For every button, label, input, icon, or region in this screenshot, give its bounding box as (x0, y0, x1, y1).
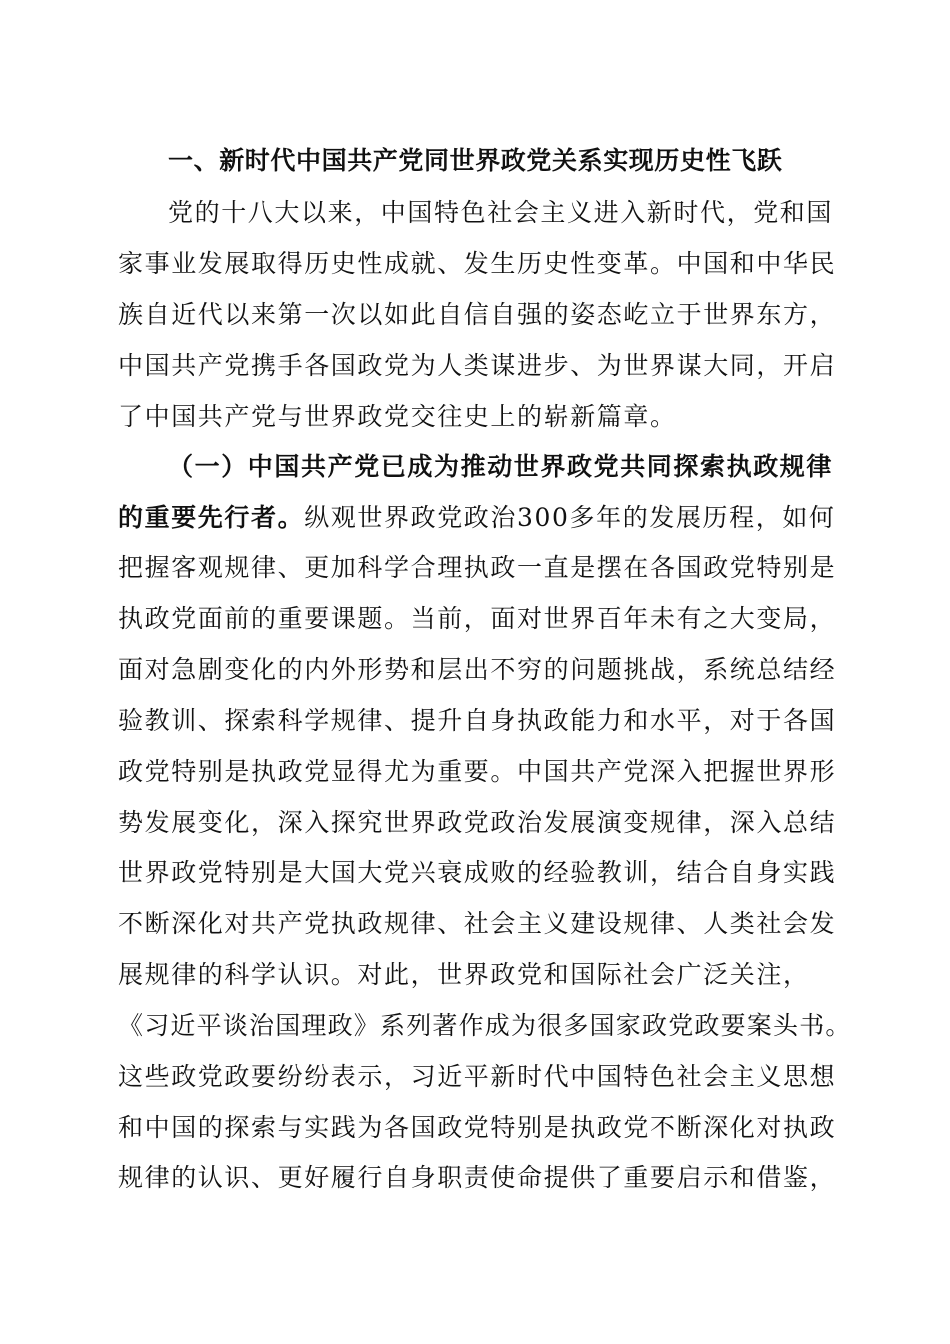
paragraph-line: 展规律的科学认识。对此，世界政党和国际社会广泛关注， (118, 960, 810, 989)
paragraph-line (118, 496, 836, 540)
subheading-tail: 的重要先行者。 (118, 503, 305, 532)
paragraph-line: 家事业发展取得历史性成就、发生历史性变革。中国和中华民 (118, 249, 837, 278)
paragraph-line: 和中国的探索与实践为各国政党特别是执政党不断深化对执政 (118, 1113, 837, 1142)
paragraph-line: 把握客观规律、更加科学合理执政一直是摆在各国政党特别是 (118, 553, 837, 582)
paragraph-line: 规律的认识、更好履行自身职责使命提供了重要启示和借鉴， (118, 1163, 837, 1192)
section-heading: 一、新时代中国共产党同世界政党关系实现历史性飞跃 (168, 146, 783, 175)
subheading-line: （一）中国共产党已成为推动世界政党共同探索执政规律 (168, 452, 834, 481)
paragraph-line: 这些政党政要纷纷表示，习近平新时代中国特色社会主义思想 (118, 1062, 837, 1091)
paragraph-line: 中国共产党携手各国政党为人类谋进步、为世界谋大同，开启 (118, 351, 837, 380)
paragraph-line: 族自近代以来第一次以如此自信自强的姿态屹立于世界东方， (118, 300, 837, 329)
paragraph-line: 党的十八大以来，中国特色社会主义进入新时代，党和国 (168, 198, 834, 227)
paragraph-line: 验教训、探索科学规律、提升自身执政能力和水平，对于各国 (118, 706, 837, 735)
paragraph-text: 纵观世界政党政治300多年的发展历程，如何 (304, 503, 836, 532)
paragraph-line: 不断深化对共产党执政规律、社会主义建设规律、人类社会发 (118, 909, 837, 938)
paragraph-line: 执政党面前的重要课题。当前，面对世界百年未有之大变局， (118, 604, 837, 633)
paragraph-line: 势发展变化，深入探究世界政党政治发展演变规律，深入总结 (118, 808, 837, 837)
paragraph-line: 面对急剧变化的内外形势和层出不穷的问题挑战，系统总结经 (118, 655, 837, 684)
paragraph-line: 《习近平谈治国理政》系列著作成为很多国家政党政要案头书。 (118, 1011, 852, 1040)
paragraph-line: 世界政党特别是大国大党兴衰成败的经验教训，结合自身实践 (118, 858, 837, 887)
paragraph-line: 了中国共产党与世界政党交往史上的崭新篇章。 (118, 402, 677, 431)
paragraph-line: 政党特别是执政党显得尤为重要。中国共产党深入把握世界形 (118, 757, 837, 786)
